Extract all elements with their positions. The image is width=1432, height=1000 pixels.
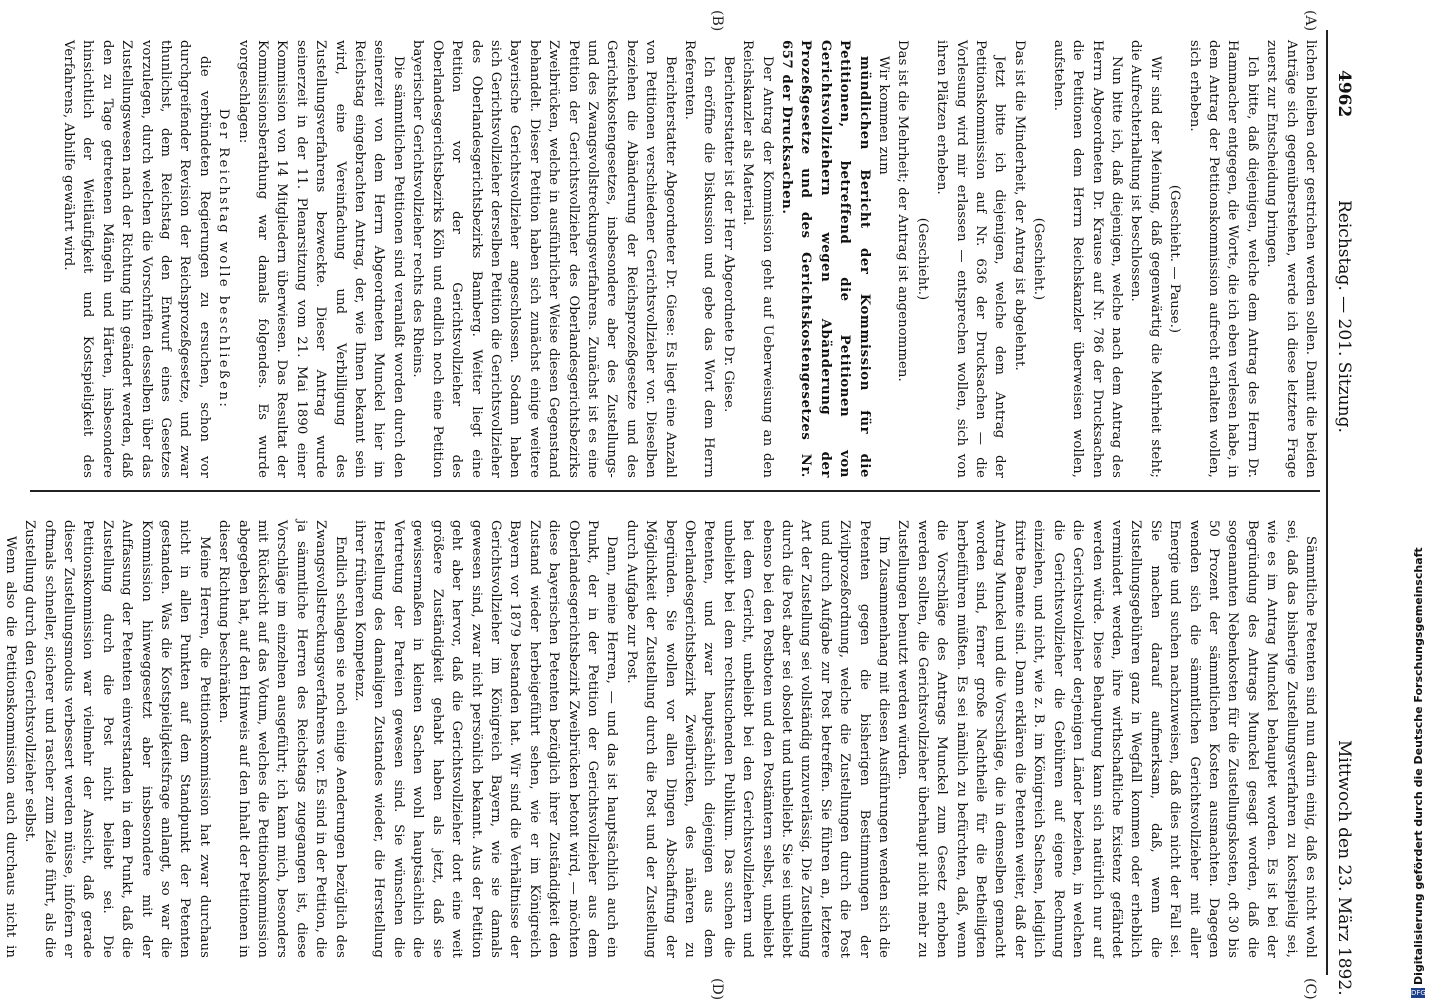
paragraph: Meine Herren, die Petitionskommission hat zwar durchaus nicht in allen Punkten auf dem Standpunkt der Petenten gestanden. Was die Kostspieligkeitsfrage anlangt, so war die Kommission hinweggesetzt aber insbesondere mit der Auffassung der Petenten einverstanden in dem Punkt, daß die Zustellung durch die Post nicht beliebt sei. Die Petitionskommission war vielmehr der Ansicht, daß gerade dieser Zustellungsmodus verbessert werden müsse, infofern er oftmals schneller, sicherer und rascher zum Ziele führt, als die Zustellung durch den Gerichtsvollzieher selbst. xyxy=(22,520,212,958)
paragraph: Berichterstatter Abgeordneter Dr. Giese: Es liegt eine Anzahl von Petitionen verschiedener Gerichtsvollzieher vor. Dieselben beziehen die Abänderung der Reichsprozeßgesetze und des Gerichtskostengesetzes, insbesondere aber des Zustellungs- und des Zwangsvollstreckungsverfahrens. Zunächst ist es eine Petition der Gerichtsvollzieher des Oberlandesgerichtsbezirks Zweibrücken, welche in ausführlicher Weise diesen Gegenstand behandelt. Dieser Petition haben sich zunächst einige weitere bayerische Gerichtsvollzieher angeschlossen. Sodann haben sich Gerichtsvollzieher derselben Petition die Gerichtsvollzieher des Oberlandesgerichtsbezirks Bamberg. Weiter liegt eine Petition vor der Gerichtsvollzieher des Oberlandesgerichtsbezirks Köln und endlich noch eine Petition bayerischer Gerichtsvollzieher rechts des Rheins. xyxy=(410,40,678,478)
agenda-item-title: mündlichen Bericht der Kommission für die Petitionen, betreffend die Petitionen von Gerichtsvollziehern wegen Abänderung der Prozeßgesetze und des Gerichtskostengesetzes Nr. 657 der Drucksachen. xyxy=(779,40,872,478)
paragraph: Jetzt bitte ich diejenigen, welche dem Antrag der Petitionskommission auf Nr. 636 der Drucksachen — die Vorlesung wird mir erlassen — entsprechen wollen, sich von ihren Plätzen erheben. xyxy=(934,40,1008,478)
stage-direction: (Geschieht. — Pause.) xyxy=(1167,184,1183,334)
stage-direction: (Geschieht.) xyxy=(1031,217,1047,301)
digitization-footer xyxy=(1406,0,1432,1000)
paragraph: Ich eröffne die Diskussion und gebe das Wort dem Herrn Referenten. xyxy=(682,40,717,478)
paragraph: Das ist die Mehrheit; der Antrag ist angenommen. xyxy=(895,40,911,382)
paragraph: Wir sind der Meinung, daß gegenwärtig die Mehrheit steht; die Aufrechterhaltung ist beschlossen. xyxy=(1128,40,1163,478)
footer-text: Digitalisierung gefördert durch die Deutsche Forschungsgemeinschaft xyxy=(1412,547,1425,985)
paragraph: Wir kommen zum xyxy=(876,56,892,175)
page-number: 4962 xyxy=(1334,70,1354,118)
dfg-logo: DFG xyxy=(1411,989,1426,997)
paragraph: Endlich schlagen sie noch einige Aenderungen bezüglich des Zwangsvollstreckungsverfahrens vor. Es sind in der Petition, die ja sämmtliche Herren des Reichstags zugegangen ist, diese Vorschläge im einzelnen ausgeführt; ich kann mich, besonders mit Rücksicht auf das Votum, welches die Petitionskommission abgegeben hat, auf den Hinweis auf den Inhalt der Petitionen in dieser Richtung beschränken. xyxy=(216,520,348,958)
session-title: Reichstag. — 201. Sitzung. xyxy=(1334,200,1354,433)
paragraph: Sämmtliche Petenten sind nun darin einig, daß es nicht wohl sei, daß das bisherige Zustellungsverfahren zu kostspielig sei, wie es im Antrag Munckel behauptet worden. Es ist bei der Begründung des Antrags Munckel gesagt worden, daß die sogenannten Nebenkosten für die Zustellungskosten, oft 30 bis 50 Prozent der sämmtlichen Kosten ausmachten. Dagegen wenden sich die sämmtlichen Gerichtsvollzieher mit aller Energie und suchen nachzuweisen, daß dies nicht der Fall sei. Sie machen darauf aufmerksam, daß, wenn die Zustellungsgebühren ganz in Wegfall kommen oder erheblich vermindert werden, ihre wirthschaftliche Existenz gefährdet werden würde. Diese Behauptung kann sich natürlich nur auf die Gerichtsvollzieher derjenigen Länder beziehen, in welchen die Gerichtsvollzieher die Gebühren auf eigene Rechnung einziehen, und nicht, wie z. B. im Königreich Sachsen, lediglich fixirte Beamte sind. Dann erklären die Petenten weiter, daß der Antrag Munckel und die Vorschläge, die in demselben gemacht worden sind, ferner große Nachtheile für die Betheiligten herbeiführen müßten. Es sei nämlich zu befürchten, daß, wenn die Vorschläge des Antrags Munckel zum Gesetz erhoben werden sollten, die Gerichtsvollzieher überhaupt nicht mehr zu Zustellungen benutzt werden würden. xyxy=(895,520,1318,958)
margin-mark-c: (C) xyxy=(1302,978,1318,1000)
paragraph: Wenn also die Petitionskommission auch durchaus nicht in xyxy=(2,536,18,958)
right-column xyxy=(2,520,1320,958)
paragraph: lichen bleiben oder gestrichen werden sollen. Damit die beiden Anträge sich gegenüberstehen, werde ich diese letztere Frage zuerst zur Entscheidung bringen. xyxy=(1264,40,1318,478)
paragraph: die verbündeten Regierungen zu ersuchen, schon vor durchgreifender Revision der Reichsprozeßgesetze, und zwar thunlichst, dem Reichstag den Entwurf eines Gesetzes vorzulegen, durch welchen die Vorschriften desselben über das Zustellungswesen nach der Richtung hin geändert werden, daß den zu Tage getretenen Mängeln und Härten, insbesondere hinsichtlich der Weitläufigkeit und Kostspieligkeit des Verfahrens, Abhilfe gewährt wird. xyxy=(61,40,212,478)
paragraph: Das ist die Minderheit, der Antrag ist abgelehnt. xyxy=(1011,40,1027,371)
paragraph: Der Antrag der Kommission geht auf Ueberweisung an den Reichskanzler als Material. xyxy=(740,40,775,478)
paragraph: Im Zusammenhang mit diesen Ausführungen wenden sich die Petenten gegen die bisherigen Bestimmungen der Zivilprozeßordnung, welche die Zustellungen durch die Post und durch Aufgabe zur Post betreffen. Sie führen an, letztere Art der Zustellung sei vollständig unzuverlässig. Die Zustellung durch die Post aber sei obsolet und unbeliebt. Sie sei unbeliebt ebenso bei den Postboten und den Postämtern selbst, unbeliebt bei dem Gericht, unbeliebt bei den Gerichtsvollziehern und unbeliebt bei dem rechtsuchenden Publikum. Das suchen die Petenten, und zwar hauptsächlich diejenigen aus dem Oberlandesgerichtsbezirk Zweibrücken, des näheren zu begründen. Sie wollen vor allen Dingen Abschaffung der Möglichkeit der Zustellung durch die Post und der Zustellung durch Aufgabe zur Post. xyxy=(623,520,892,958)
paragraph: Berichterstatter ist der Herr Abgeordnete Dr. Giese. xyxy=(720,56,736,413)
left-column xyxy=(30,40,1320,478)
column-divider xyxy=(30,490,1320,492)
header-rule xyxy=(1326,30,1328,975)
margin-mark-d: (D) xyxy=(709,978,725,1000)
session-date: Mittwoch den 23. März 1892. xyxy=(1334,740,1354,996)
paragraph: Ich bitte, daß diejenigen, welche dem Antrag des Herrn Dr. Hammacher entgegen, die Worte, die ich eben verlesen habe, in dem Antrag der Petitionskommission aufrecht erhalten wollen, sich erheben. xyxy=(1186,40,1260,478)
paragraph: Dann, meine Herren, — und das ist hauptsächlich auch ein Punkt, der in der Petition der Gerichtsvollzieher aus dem Oberlandesgerichtsbezirk Zweibrücken betont wird, — möchten diese bayerischen Petenten bezüglich ihrer Zuständigkeit den Zustand wieder herbeigeführt sehen, wie er im Königreich Bayern vor 1879 bestanden hat. Wir sind die Verhältnisse der Gerichtsvollzieher im Königreich Bayern, wie sie damals gewesen sind, zwar nicht persönlich bekannt. Aus der Petition geht aber hervor, daß die Gerichtsvollzieher dort eine weit größere Zuständigkeit gehabt haben als jetzt, daß sie gewissermaßen in kleinen Sachen wohl hauptsächlich die Vertretung der Parteien gewesen sind. Sie wünschen die Herstellung des damaligen Zustandes wieder, die Herstellung ihrer früheren Kompetenz. xyxy=(352,520,620,958)
paragraph: Die sämmtlichen Petitionen sind veranlaßt worden durch den seinerzeit von dem Herrn Abgeordneten Munckel hier im Reichstag eingebrachten Antrag, der, wie Ihnen bekannt sein wird, eine Vereinfachung und Verbilligung des Zustellungsverfahrens bezweckte. Dieser Antrag wurde seinerzeit in der 11. Plenarsitzung vom 21. Mai 1890 einer Kommission von 14 Mitgliedern überwiesen. Das Resultat der Kommissionsberathung war damals folgendes. Es wurde vorgeschlagen: xyxy=(235,40,406,478)
margin-mark-b: (B) xyxy=(709,10,725,32)
paragraph: Nun bitte ich, daß diejenigen, welche nach dem Antrag des Herrn Abgeordneten Dr. Krause auf Nr. 786 der Drucksachen die Petitionen dem Herrn Reichskanzler überweisen wollen, aufstehen. xyxy=(1050,40,1124,478)
margin-mark-a: (A) xyxy=(1302,10,1318,32)
stage-direction: (Geschieht.) xyxy=(914,217,930,301)
resolution-heading: Der Reichstag wolle beschließen: xyxy=(216,108,232,410)
